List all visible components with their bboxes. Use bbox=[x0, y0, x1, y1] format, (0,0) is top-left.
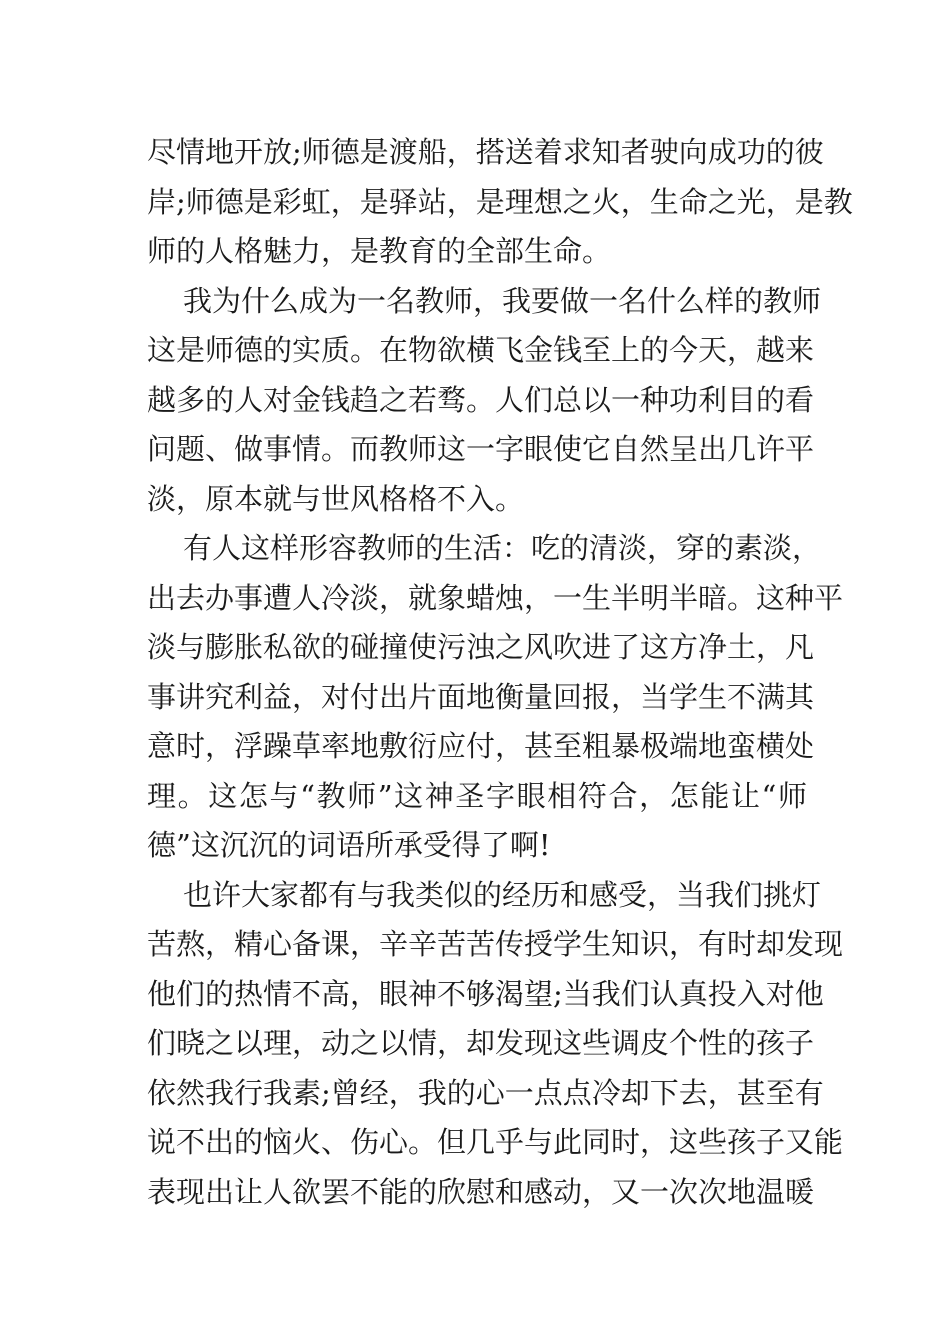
text-line: 问题、做事情。而教师这一字眼使它自然呈出几许平 bbox=[147, 432, 815, 466]
text-line: 事讲究利益，对付出片面地衡量回报，当学生不满其 bbox=[147, 679, 815, 714]
paragraph-3 bbox=[147, 524, 844, 871]
text-line: 有人这样形容教师的生活：吃的清淡，穿的素淡， bbox=[183, 531, 822, 565]
text-line: 也许大家都有与我类似的经历和感受，当我们挑灯 bbox=[183, 877, 822, 912]
text-line: 岸;师德是彩虹，是驿站，是理想之火，生命之光，是教 bbox=[147, 184, 853, 219]
text-line: 出去办事遭人冷淡，就象蜡烛，一生半明半暗。这种平 bbox=[147, 580, 844, 615]
paragraph-4 bbox=[147, 871, 844, 1218]
text-line: 这是师德的实质。在物欲横飞金钱至上的今天，越来 bbox=[147, 333, 815, 367]
text-line: 淡，原本就与世风格格不入。 bbox=[147, 481, 525, 516]
text-line: 们晓之以理，动之以情，却发现这些调皮个性的孩子 bbox=[147, 1026, 815, 1060]
text-line: 表现出让人欲罢不能的欣慰和感动，又一次次地温暖 bbox=[147, 1174, 815, 1209]
text-line: 尽情地开放;师德是渡船，搭送着求知者驶向成功的彼 bbox=[147, 135, 824, 169]
text-line: 我为什么成为一名教师，我要做一名什么样的教师 bbox=[183, 283, 822, 318]
text-line: 德”这沉沉的词语所承受得了啊! bbox=[147, 828, 551, 862]
paragraph-2 bbox=[147, 277, 822, 525]
text-line: 依然我行我素;曾经，我的心一点点冷却下去，甚至有 bbox=[147, 1075, 824, 1110]
text-line: 说不出的恼火、伤心。但几乎与此同时，这些孩子又能 bbox=[147, 1125, 844, 1159]
document-body bbox=[147, 128, 853, 1217]
text-line: 淡与膨胀私欲的碰撞使污浊之风吹进了这方净土，凡 bbox=[147, 630, 815, 664]
text-line: 越多的人对金钱趋之若骛。人们总以一种功利目的看 bbox=[147, 382, 815, 417]
text-line: 苦熬，精心备课，辛辛苦苦传授学生知识，有时却发现 bbox=[147, 927, 844, 961]
text-line: 理。这怎与“教师”这神圣字眼相符合，怎能让“师 bbox=[147, 778, 807, 813]
paragraph-1 bbox=[147, 128, 853, 277]
text-line: 师的人格魅力，是教育的全部生命。 bbox=[147, 234, 612, 268]
text-line: 他们的热情不高，眼神不够渴望;当我们认真投入对他 bbox=[147, 976, 824, 1011]
text-line: 意时，浮躁草率地敷衍应付，甚至粗暴极端地蛮横处 bbox=[147, 729, 815, 763]
